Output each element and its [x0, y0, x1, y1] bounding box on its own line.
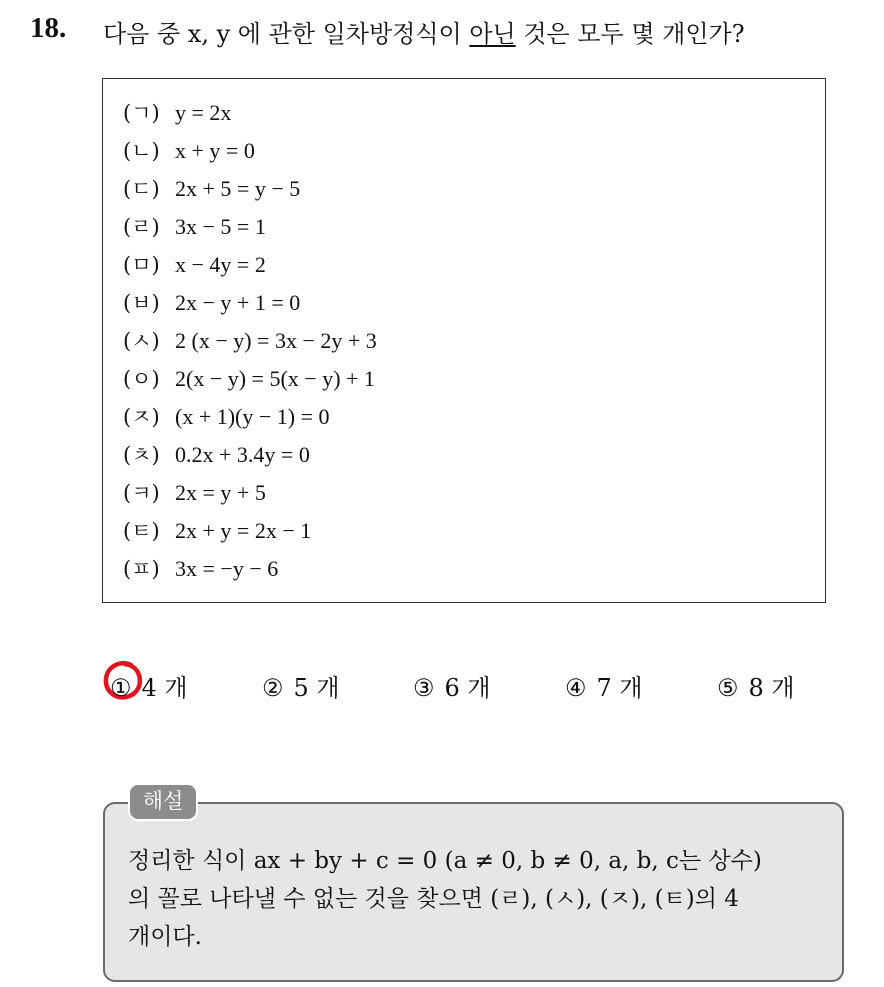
choice-text: 5 개	[293, 674, 340, 702]
choice-number: ⑤	[717, 674, 739, 702]
option-equation: 2x + y = 2x − 1	[175, 518, 312, 543]
option-equation: 2x − y + 1 = 0	[175, 290, 301, 315]
option-label: (ㅋ)	[123, 481, 160, 505]
choice-number: ④	[565, 674, 587, 702]
question-text-after: 것은 모두 몇 개인가?	[515, 20, 745, 48]
option-label: (ㅈ)	[123, 405, 160, 429]
explanation-line: 정리한 식이 ax + by + c = 0 (a ≠ 0, b ≠ 0, a, b, c는 상수)	[128, 848, 762, 874]
option-item	[123, 515, 311, 545]
option-item	[123, 363, 375, 393]
option-item	[123, 287, 300, 317]
option-equation: 2x + 5 = y − 5	[175, 176, 301, 201]
option-label: (ㅌ)	[123, 519, 160, 543]
choice-4[interactable]	[565, 668, 643, 703]
choice-text: 7 개	[596, 674, 643, 702]
option-equation: 0.2x + 3.4y = 0	[175, 442, 310, 467]
option-label: (ㅅ)	[123, 329, 160, 353]
choice-number: ②	[262, 674, 284, 702]
choice-text: 8 개	[748, 674, 795, 702]
options-box	[102, 78, 826, 603]
question-text	[103, 14, 745, 49]
option-item	[123, 439, 310, 469]
option-equation: y = 2x	[175, 100, 232, 125]
option-item	[123, 477, 266, 507]
option-label: (ㅇ)	[123, 367, 160, 391]
choice-number: ③	[413, 674, 435, 702]
question-number: 18.	[30, 12, 67, 44]
explanation-line: 개이다.	[128, 924, 202, 950]
option-equation: x + y = 0	[175, 138, 255, 163]
choice-3[interactable]	[413, 668, 491, 703]
choice-text: 6 개	[444, 674, 491, 702]
explanation-line: 의 꼴로 나타낼 수 없는 것을 찾으면 (ㄹ), (ㅅ), (ㅈ), (ㅌ)의 4	[128, 886, 739, 912]
choice-1[interactable]	[110, 668, 188, 703]
option-item	[123, 173, 300, 203]
option-equation: 3x = −y − 6	[175, 556, 279, 581]
option-item	[123, 553, 278, 583]
option-label: (ㄱ)	[123, 101, 160, 125]
option-item	[123, 249, 266, 279]
question-text-before: 다음 중 x, y 에 관한 일차방정식이	[103, 20, 470, 48]
option-label: (ㅊ)	[123, 443, 160, 467]
option-equation: (x + 1)(y − 1) = 0	[175, 404, 330, 429]
option-label: (ㄷ)	[123, 177, 160, 201]
choice-2[interactable]	[262, 668, 340, 703]
option-item	[123, 211, 266, 241]
choice-text: 4 개	[141, 674, 188, 702]
option-equation: 2(x − y) = 5(x − y) + 1	[175, 366, 375, 391]
option-equation: 2 (x − y) = 3x − 2y + 3	[175, 328, 377, 353]
option-label: (ㅁ)	[123, 253, 160, 277]
option-label: (ㅂ)	[123, 291, 160, 315]
option-item	[123, 401, 330, 431]
choice-number: ①	[110, 674, 132, 702]
option-label: (ㅍ)	[123, 557, 160, 581]
option-equation: x − 4y = 2	[175, 252, 266, 277]
option-item	[123, 135, 255, 165]
option-item	[123, 97, 231, 127]
option-label: (ㄴ)	[123, 139, 160, 163]
option-label: (ㄹ)	[123, 215, 160, 239]
choice-5[interactable]	[717, 668, 795, 703]
explanation-tag: 해설	[128, 783, 198, 821]
option-equation: 2x = y + 5	[175, 480, 266, 505]
question-underlined-word: 아닌	[469, 20, 516, 48]
option-item	[123, 325, 377, 355]
option-equation: 3x − 5 = 1	[175, 214, 266, 239]
